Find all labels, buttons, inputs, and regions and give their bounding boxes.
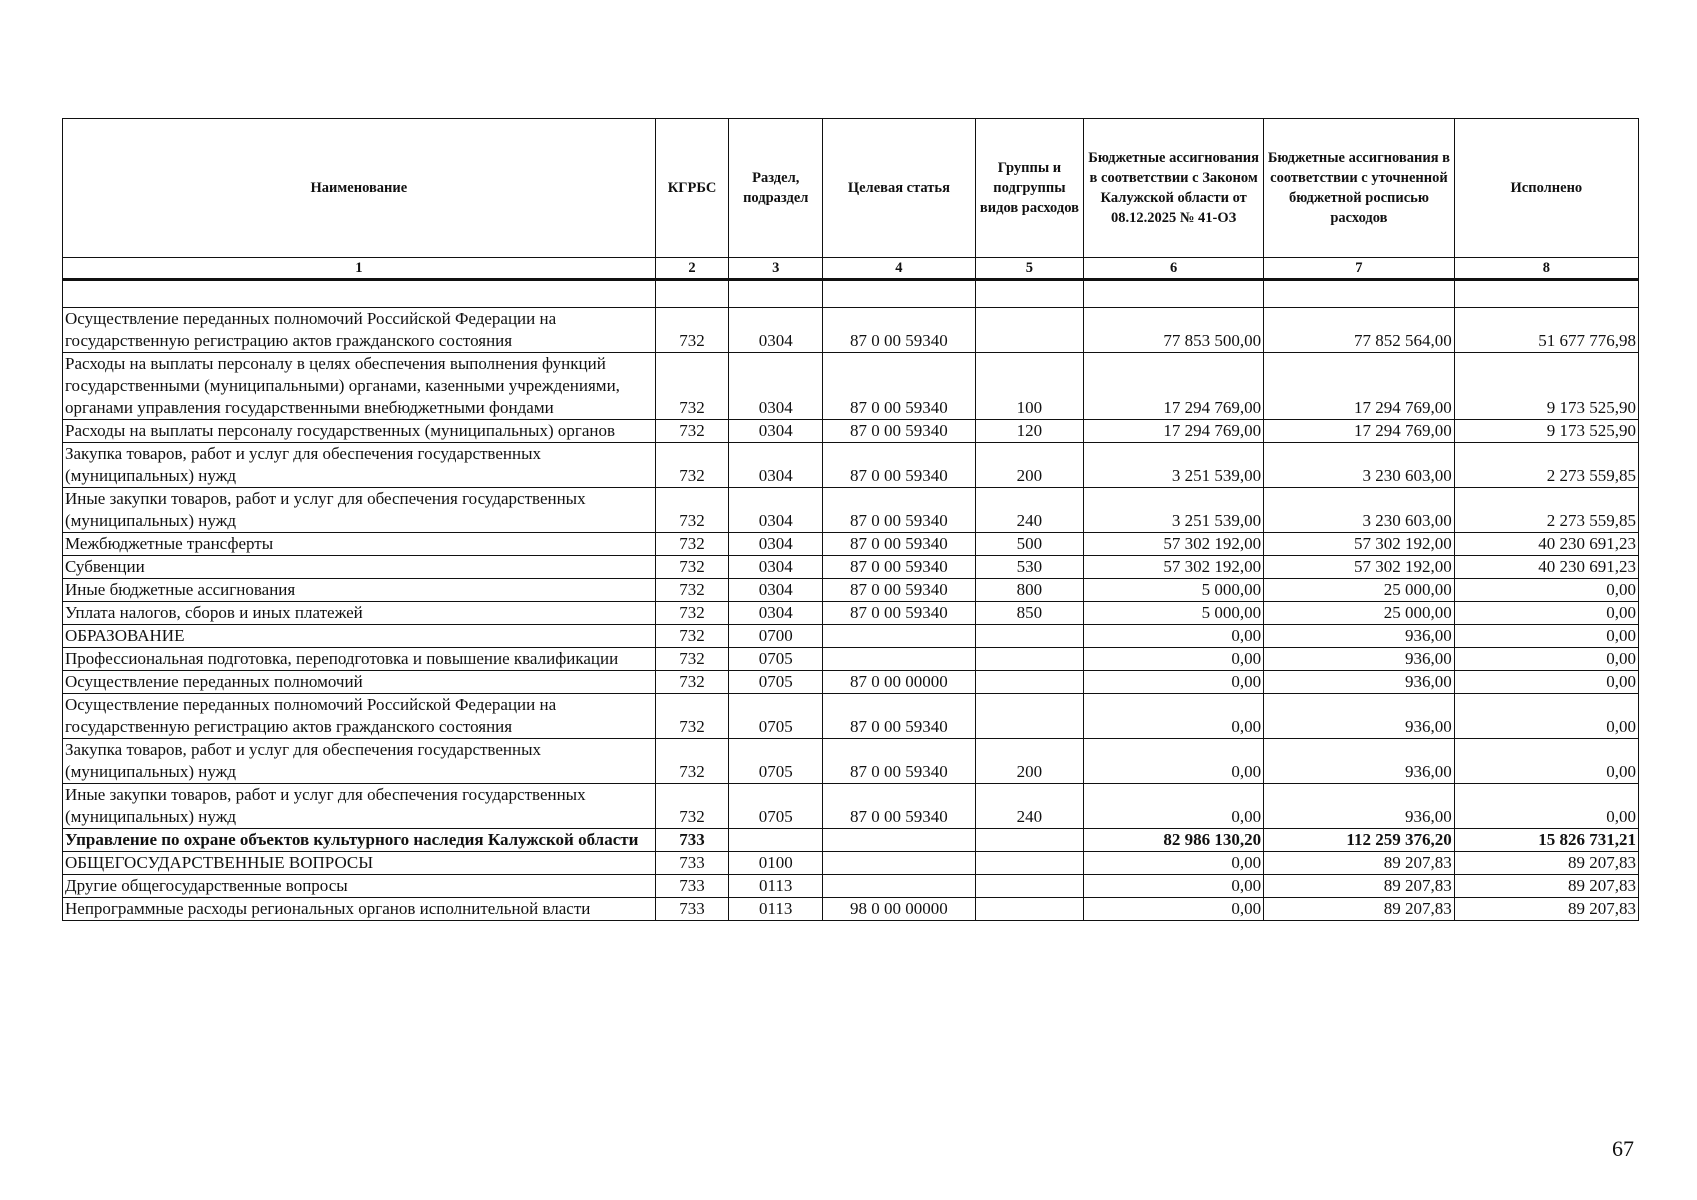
row-name-cell: Межбюджетные трансферты <box>63 533 656 556</box>
row-refined-amount-cell: 89 207,83 <box>1264 898 1455 921</box>
row-kgrbs-cell: 733 <box>655 875 729 898</box>
row-name-cell: Осуществление переданных полномочий <box>63 671 656 694</box>
row-refined-amount-cell: 936,00 <box>1264 648 1455 671</box>
column-number: 5 <box>975 258 1083 280</box>
row-section-cell: 0304 <box>729 533 823 556</box>
row-refined-amount-cell: 89 207,83 <box>1264 852 1455 875</box>
row-law-amount-cell: 17 294 769,00 <box>1084 353 1264 420</box>
row-expense-group-cell <box>975 829 1083 852</box>
table-row <box>63 579 1639 602</box>
row-expense-group-cell <box>975 898 1083 921</box>
row-name-cell: Управление по охране объектов культурного наследия Калужской области <box>63 829 656 852</box>
row-expense-group-cell <box>975 852 1083 875</box>
row-executed-amount-cell: 15 826 731,21 <box>1454 829 1638 852</box>
row-executed-amount-cell: 2 273 559,85 <box>1454 488 1638 533</box>
table-row <box>63 488 1639 533</box>
row-name-cell: Субвенции <box>63 556 656 579</box>
row-section-cell: 0304 <box>729 443 823 488</box>
row-name-cell: Другие общегосударственные вопросы <box>63 875 656 898</box>
row-law-amount-cell: 17 294 769,00 <box>1084 420 1264 443</box>
column-number: 1 <box>63 258 656 280</box>
row-section-cell <box>729 829 823 852</box>
row-name-cell: ОБЩЕГОСУДАРСТВЕННЫЕ ВОПРОСЫ <box>63 852 656 875</box>
table-row <box>63 694 1639 739</box>
row-kgrbs-cell: 733 <box>655 829 729 852</box>
table-body <box>63 280 1639 921</box>
row-name-cell: Непрограммные расходы региональных органов исполнительной власти <box>63 898 656 921</box>
row-executed-amount-cell: 0,00 <box>1454 648 1638 671</box>
row-refined-amount-cell: 936,00 <box>1264 625 1455 648</box>
row-expense-group-cell: 240 <box>975 488 1083 533</box>
row-target-article-cell: 87 0 00 59340 <box>823 533 976 556</box>
row-executed-amount-cell: 89 207,83 <box>1454 875 1638 898</box>
row-law-amount-cell: 0,00 <box>1084 875 1264 898</box>
table-row <box>63 625 1639 648</box>
row-section-cell: 0705 <box>729 739 823 784</box>
header-name: Наименование <box>63 119 656 258</box>
table-row <box>63 829 1639 852</box>
row-law-amount-cell: 82 986 130,20 <box>1084 829 1264 852</box>
row-name-cell: Закупка товаров, работ и услуг для обеспечения государственных (муниципальных) нужд <box>63 443 656 488</box>
column-number: 8 <box>1454 258 1638 280</box>
row-law-amount-cell: 3 251 539,00 <box>1084 488 1264 533</box>
row-executed-amount-cell: 0,00 <box>1454 694 1638 739</box>
row-expense-group-cell <box>975 671 1083 694</box>
row-target-article-cell: 87 0 00 59340 <box>823 602 976 625</box>
row-kgrbs-cell: 732 <box>655 556 729 579</box>
table-row <box>63 784 1639 829</box>
row-target-article-cell <box>823 875 976 898</box>
row-target-article-cell: 87 0 00 59340 <box>823 579 976 602</box>
row-target-article-cell: 87 0 00 59340 <box>823 488 976 533</box>
row-law-amount-cell: 0,00 <box>1084 898 1264 921</box>
row-executed-amount-cell: 89 207,83 <box>1454 852 1638 875</box>
budget-sheet <box>62 118 1639 921</box>
row-kgrbs-cell: 733 <box>655 898 729 921</box>
row-target-article-cell: 87 0 00 59340 <box>823 308 976 353</box>
row-law-amount-cell: 5 000,00 <box>1084 602 1264 625</box>
column-number: 4 <box>823 258 976 280</box>
table-row <box>63 648 1639 671</box>
table-row <box>63 556 1639 579</box>
table-row <box>63 671 1639 694</box>
row-section-cell: 0700 <box>729 625 823 648</box>
table-row <box>63 533 1639 556</box>
page-number: 67 <box>1612 1136 1634 1161</box>
row-name-cell: Иные закупки товаров, работ и услуг для обеспечения государственных (муниципальных) нужд <box>63 488 656 533</box>
row-expense-group-cell: 800 <box>975 579 1083 602</box>
row-kgrbs-cell: 732 <box>655 420 729 443</box>
row-section-cell: 0705 <box>729 671 823 694</box>
row-section-cell: 0705 <box>729 784 823 829</box>
row-law-amount-cell: 3 251 539,00 <box>1084 443 1264 488</box>
row-law-amount-cell: 0,00 <box>1084 784 1264 829</box>
row-refined-amount-cell: 57 302 192,00 <box>1264 533 1455 556</box>
row-target-article-cell: 87 0 00 59340 <box>823 420 976 443</box>
row-refined-amount-cell: 57 302 192,00 <box>1264 556 1455 579</box>
row-target-article-cell <box>823 829 976 852</box>
row-refined-amount-cell: 3 230 603,00 <box>1264 443 1455 488</box>
column-number: 3 <box>729 258 823 280</box>
row-refined-amount-cell: 17 294 769,00 <box>1264 353 1455 420</box>
row-name-cell: ОБРАЗОВАНИЕ <box>63 625 656 648</box>
row-expense-group-cell: 850 <box>975 602 1083 625</box>
header-target-article: Целевая статья <box>823 119 976 258</box>
row-section-cell: 0304 <box>729 488 823 533</box>
row-target-article-cell: 87 0 00 59340 <box>823 739 976 784</box>
row-name-cell: Расходы на выплаты персоналу в целях обеспечения выполнения функций государственными (муниципальными) органами, казенными учреждениями, органами управления государственными внебюджетными фондами <box>63 353 656 420</box>
table-row <box>63 443 1639 488</box>
row-executed-amount-cell: 40 230 691,23 <box>1454 556 1638 579</box>
row-refined-amount-cell: 89 207,83 <box>1264 875 1455 898</box>
row-section-cell: 0304 <box>729 308 823 353</box>
table-row <box>63 308 1639 353</box>
row-kgrbs-cell: 732 <box>655 648 729 671</box>
row-expense-group-cell: 530 <box>975 556 1083 579</box>
column-number: 7 <box>1264 258 1455 280</box>
row-expense-group-cell: 240 <box>975 784 1083 829</box>
row-target-article-cell: 87 0 00 59340 <box>823 694 976 739</box>
row-refined-amount-cell: 17 294 769,00 <box>1264 420 1455 443</box>
row-kgrbs-cell: 732 <box>655 353 729 420</box>
table-row <box>63 353 1639 420</box>
row-kgrbs-cell: 732 <box>655 533 729 556</box>
row-name-cell: Осуществление переданных полномочий Российской Федерации на государственную регистрацию актов гражданского состояния <box>63 694 656 739</box>
header-expense-groups: Группы и подгруппы видов расходов <box>975 119 1083 258</box>
row-kgrbs-cell: 732 <box>655 694 729 739</box>
row-refined-amount-cell: 936,00 <box>1264 671 1455 694</box>
row-refined-amount-cell: 936,00 <box>1264 739 1455 784</box>
spacer-row <box>63 280 1639 308</box>
table-row <box>63 875 1639 898</box>
column-number-row <box>63 258 1639 280</box>
row-expense-group-cell: 100 <box>975 353 1083 420</box>
row-law-amount-cell: 57 302 192,00 <box>1084 533 1264 556</box>
row-executed-amount-cell: 0,00 <box>1454 739 1638 784</box>
row-executed-amount-cell: 0,00 <box>1454 602 1638 625</box>
row-target-article-cell: 98 0 00 00000 <box>823 898 976 921</box>
row-executed-amount-cell: 51 677 776,98 <box>1454 308 1638 353</box>
row-expense-group-cell: 200 <box>975 739 1083 784</box>
table-row <box>63 420 1639 443</box>
row-kgrbs-cell: 732 <box>655 579 729 602</box>
row-law-amount-cell: 0,00 <box>1084 852 1264 875</box>
row-target-article-cell <box>823 625 976 648</box>
row-expense-group-cell <box>975 875 1083 898</box>
row-section-cell: 0705 <box>729 648 823 671</box>
row-kgrbs-cell: 732 <box>655 602 729 625</box>
row-expense-group-cell <box>975 694 1083 739</box>
row-kgrbs-cell: 732 <box>655 784 729 829</box>
table-row <box>63 602 1639 625</box>
column-number: 6 <box>1084 258 1264 280</box>
row-target-article-cell: 87 0 00 00000 <box>823 671 976 694</box>
row-law-amount-cell: 77 853 500,00 <box>1084 308 1264 353</box>
row-refined-amount-cell: 3 230 603,00 <box>1264 488 1455 533</box>
table-row <box>63 739 1639 784</box>
row-executed-amount-cell: 0,00 <box>1454 625 1638 648</box>
row-name-cell: Расходы на выплаты персоналу государственных (муниципальных) органов <box>63 420 656 443</box>
row-name-cell: Иные закупки товаров, работ и услуг для обеспечения государственных (муниципальных) нужд <box>63 784 656 829</box>
row-law-amount-cell: 0,00 <box>1084 739 1264 784</box>
row-expense-group-cell: 500 <box>975 533 1083 556</box>
header-section: Раздел, подраздел <box>729 119 823 258</box>
row-kgrbs-cell: 732 <box>655 739 729 784</box>
header-law-allocations: Бюджетные ассигнования в соответствии с Законом Калужской области от 08.12.2025 № 41-ОЗ <box>1084 119 1264 258</box>
row-executed-amount-cell: 2 273 559,85 <box>1454 443 1638 488</box>
row-target-article-cell <box>823 852 976 875</box>
row-kgrbs-cell: 732 <box>655 671 729 694</box>
row-section-cell: 0100 <box>729 852 823 875</box>
row-kgrbs-cell: 732 <box>655 625 729 648</box>
row-law-amount-cell: 5 000,00 <box>1084 579 1264 602</box>
header-refined-allocations: Бюджетные ассигнования в соответствии с уточненной бюджетной росписью расходов <box>1264 119 1455 258</box>
budget-table <box>62 118 1639 921</box>
row-executed-amount-cell: 0,00 <box>1454 784 1638 829</box>
row-law-amount-cell: 0,00 <box>1084 671 1264 694</box>
row-executed-amount-cell: 9 173 525,90 <box>1454 420 1638 443</box>
row-name-cell: Уплата налогов, сборов и иных платежей <box>63 602 656 625</box>
row-refined-amount-cell: 936,00 <box>1264 694 1455 739</box>
header-kgrbs: КГРБС <box>655 119 729 258</box>
row-refined-amount-cell: 112 259 376,20 <box>1264 829 1455 852</box>
row-target-article-cell: 87 0 00 59340 <box>823 784 976 829</box>
row-expense-group-cell: 120 <box>975 420 1083 443</box>
row-refined-amount-cell: 77 852 564,00 <box>1264 308 1455 353</box>
header-executed: Исполнено <box>1454 119 1638 258</box>
row-section-cell: 0304 <box>729 602 823 625</box>
row-name-cell: Иные бюджетные ассигнования <box>63 579 656 602</box>
column-number: 2 <box>655 258 729 280</box>
row-section-cell: 0304 <box>729 353 823 420</box>
row-name-cell: Осуществление переданных полномочий Российской Федерации на государственную регистрацию актов гражданского состояния <box>63 308 656 353</box>
row-name-cell: Закупка товаров, работ и услуг для обеспечения государственных (муниципальных) нужд <box>63 739 656 784</box>
row-kgrbs-cell: 733 <box>655 852 729 875</box>
row-section-cell: 0705 <box>729 694 823 739</box>
header-row <box>63 119 1639 258</box>
row-kgrbs-cell: 732 <box>655 308 729 353</box>
row-target-article-cell <box>823 648 976 671</box>
row-target-article-cell: 87 0 00 59340 <box>823 443 976 488</box>
row-expense-group-cell <box>975 625 1083 648</box>
row-expense-group-cell <box>975 648 1083 671</box>
row-executed-amount-cell: 0,00 <box>1454 579 1638 602</box>
row-kgrbs-cell: 732 <box>655 488 729 533</box>
row-law-amount-cell: 57 302 192,00 <box>1084 556 1264 579</box>
row-law-amount-cell: 0,00 <box>1084 648 1264 671</box>
row-section-cell: 0304 <box>729 579 823 602</box>
row-kgrbs-cell: 732 <box>655 443 729 488</box>
table-row <box>63 852 1639 875</box>
row-law-amount-cell: 0,00 <box>1084 694 1264 739</box>
row-section-cell: 0113 <box>729 875 823 898</box>
row-expense-group-cell <box>975 308 1083 353</box>
row-expense-group-cell: 200 <box>975 443 1083 488</box>
row-section-cell: 0113 <box>729 898 823 921</box>
row-refined-amount-cell: 25 000,00 <box>1264 579 1455 602</box>
row-section-cell: 0304 <box>729 420 823 443</box>
row-refined-amount-cell: 25 000,00 <box>1264 602 1455 625</box>
row-refined-amount-cell: 936,00 <box>1264 784 1455 829</box>
row-target-article-cell: 87 0 00 59340 <box>823 353 976 420</box>
row-executed-amount-cell: 0,00 <box>1454 671 1638 694</box>
row-law-amount-cell: 0,00 <box>1084 625 1264 648</box>
row-executed-amount-cell: 9 173 525,90 <box>1454 353 1638 420</box>
row-name-cell: Профессиональная подготовка, переподготовка и повышение квалификации <box>63 648 656 671</box>
table-row <box>63 898 1639 921</box>
row-section-cell: 0304 <box>729 556 823 579</box>
row-executed-amount-cell: 89 207,83 <box>1454 898 1638 921</box>
row-executed-amount-cell: 40 230 691,23 <box>1454 533 1638 556</box>
row-target-article-cell: 87 0 00 59340 <box>823 556 976 579</box>
